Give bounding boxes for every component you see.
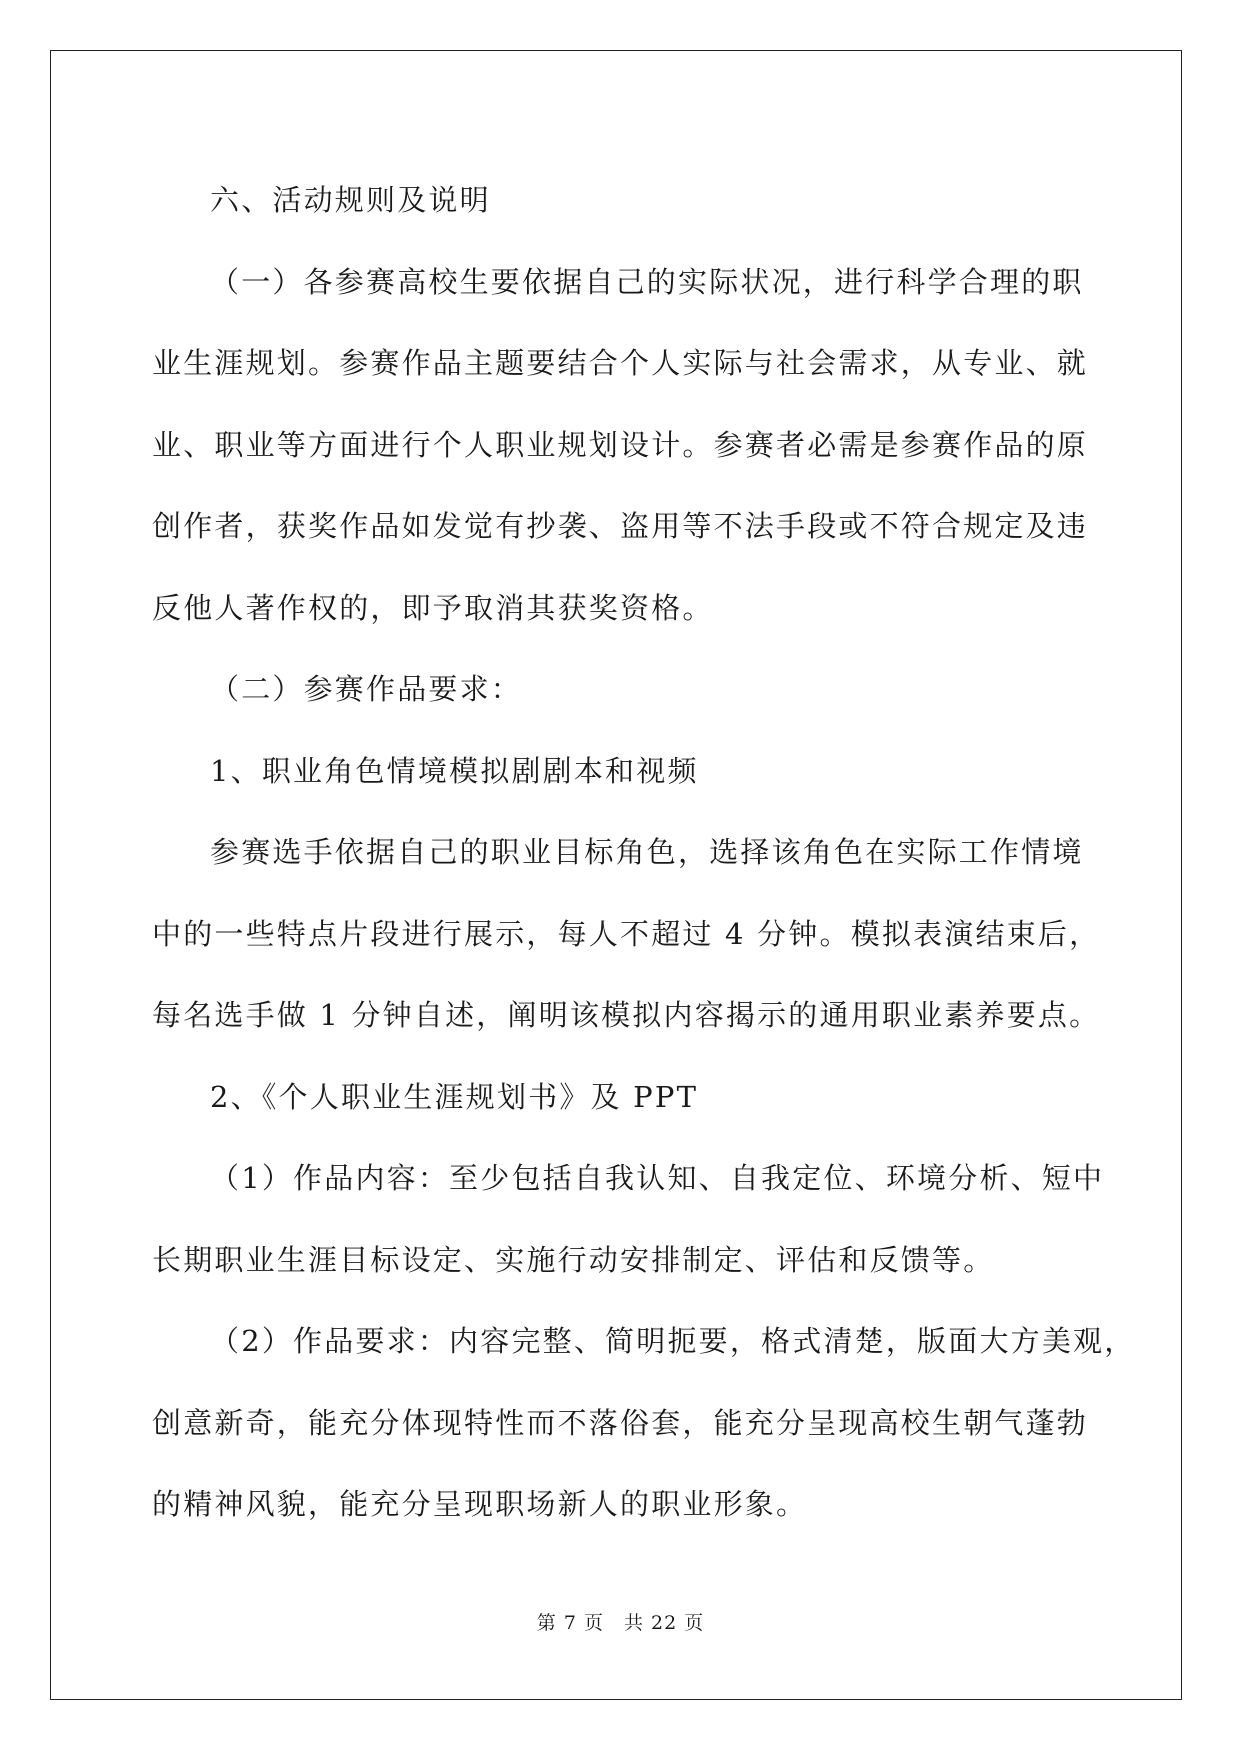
text-line-1: 六、活动规则及说明 (210, 183, 491, 217)
text-line-14: 长期职业生涯目标设定、实施行动安排制定、评估和反馈等。 (152, 1242, 995, 1277)
text-line-12: 2、《个人职业生涯规划书》及 PPT (210, 1079, 699, 1114)
text-line-15: （2）作品要求：内容完整、简明扼要，格式清楚，版面大方美观， (210, 1324, 1136, 1358)
text-line-8: 1、职业角色情境模拟剧剧本和视频 (210, 753, 699, 788)
text-line-16: 创意新奇，能充分体现特性而不落俗套，能充分呈现高校生朝气蓬勃 (152, 1405, 1089, 1440)
text-line-10: 中的一些特点片段进行展示，每人不超过 4 分钟。模拟表演结束后， (152, 916, 1101, 951)
text-line-13: （1）作品内容：至少包括自我认知、自我定位、环境分析、短中 (210, 1161, 1105, 1195)
document-body (152, 160, 1136, 1546)
text-line-4: 业、职业等方面进行个人职业规划设计。参赛者必需是参赛作品的原 (152, 427, 1089, 462)
text-line-6: 反他人著作权的，即予取消其获奖资格。 (152, 590, 714, 625)
page-footer: 第 7 页 共 22 页 (536, 1612, 705, 1634)
text-line-5: 创作者，获奖作品如发觉有抄袭、盗用等不法手段或不符合规定及违 (152, 509, 1089, 543)
text-line-3: 业生涯规划。参赛作品主题要结合个人实际与社会需求，从专业、就 (152, 346, 1089, 380)
text-line-7: （二）参赛作品要求： (210, 672, 523, 706)
text-line-2: （一）各参赛高校生要依据自己的实际状况，进行科学合理的职 (210, 264, 1084, 299)
text-line-9: 参赛选手依据自己的职业目标角色，选择该角色在实际工作情境 (210, 835, 1084, 869)
text-line-17: 的精神风貌，能充分呈现职场新人的职业形象。 (152, 1487, 808, 1521)
text-line-11: 每名选手做 1 分钟自述，阐明该模拟内容揭示的通用职业素养要点。 (152, 998, 1101, 1032)
